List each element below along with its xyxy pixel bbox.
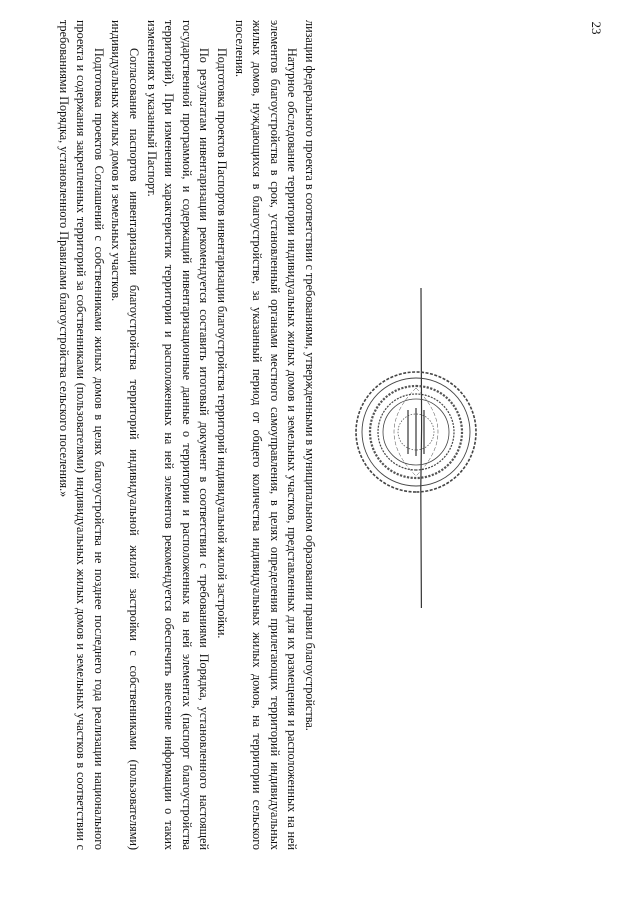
- document-body: [52, 20, 318, 850]
- official-seal: [352, 368, 480, 496]
- page-number: 23: [589, 21, 604, 35]
- paragraph-3: Подготовка проектов Паспортов инвентаризации благоустройства территорий индивидуальной жилой застройки.: [215, 48, 230, 639]
- paragraph-1: лизации федерального проекта в соответствии с требованиями, утвержденными в муниципальном образовании правил благоустройства.: [303, 20, 317, 731]
- paragraph-4: По результатам инвентаризации рекомендуется составить итоговый документ в соответствии с требованиями Порядка, установленного настоящей государственной программой, и содержащий инвентаризационные данные о территории и расположенных на ней элементах (паспорт благоустройства территорий). При изменении характеристик территории и расположенных на ней элементов рекомендуется обеспечить внесение информации о таких изменениях в указанный Паспорт.: [144, 20, 212, 850]
- paragraph-5: Согласование паспортов инвентаризации благоустройства территорий индивидуальной жилой застройки с собственниками (пользователями) индивидуальных жилых домов и земельных участков.: [109, 20, 142, 850]
- paragraph-6: Подготовка проектов Соглашений с собственниками жилых домов в целях благоустройства не позднее последнего года реализации национального проекта и содержания закрепленных территорий за собственниками (пользователями) индивидуальных жилых домов и земельных участков в соответствии с требованиями Порядка, установленного Правилами благоустройства сельского поселения.»: [56, 20, 106, 850]
- rotated-text-area: [52, 20, 318, 850]
- paragraph-2: Натурное обследование территории индивидуальных жилых домов и земельных участков, представленных для их размещения и расположенных на ней элементов благоустройства в срок, установленный органами местного самоуправления, в целях определения прилегающих территорий индивидуальных жилых домов, нуждающихся в благоустройстве, за указанный период от общего количества индивидуальных жилых домов, на территории сельского поселения.: [232, 20, 300, 850]
